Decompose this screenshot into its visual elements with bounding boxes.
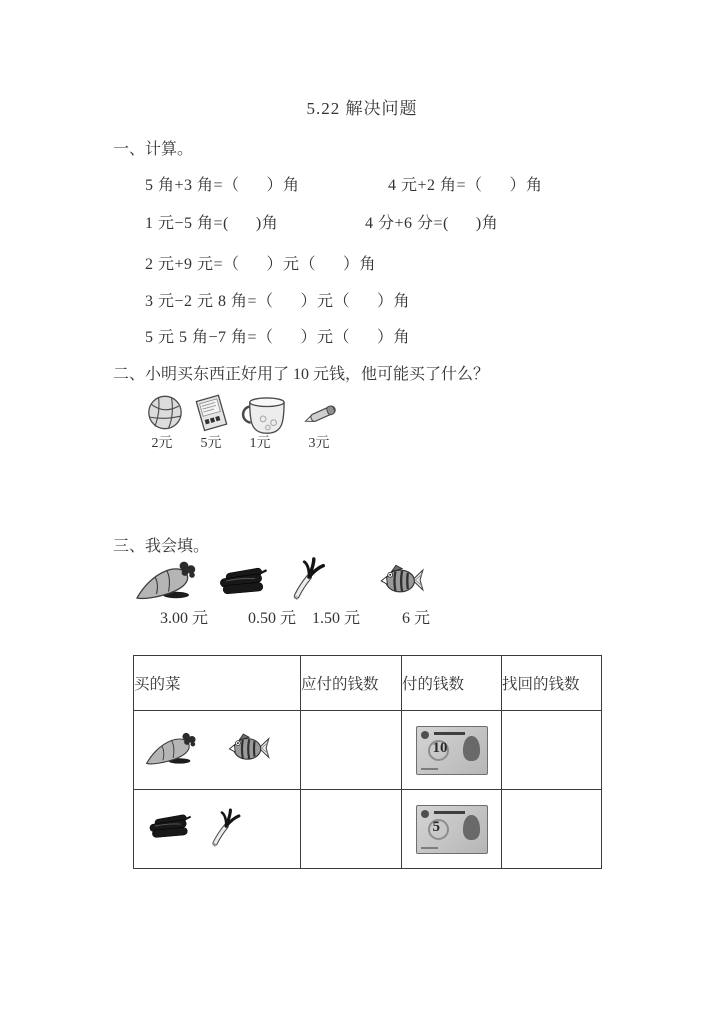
fish-icon [228,731,272,770]
table-row [134,711,602,790]
pen-icon [302,398,344,435]
note-seal-icon [421,731,429,739]
radish-icon [134,557,198,606]
cell-amount-due-row2 [301,790,402,869]
note-serial [421,847,438,849]
price-fish: 6 元 [402,610,431,627]
equation-4: 3 元−2 元 8 角=（ ）元（ ）角 [145,293,411,310]
page-title: 5.22 解决问题 [306,99,418,118]
scallion-icon [210,806,244,853]
equation-2b: 4 分+6 分=( )角 [365,215,499,232]
note-seal-icon [421,810,429,818]
note-denomination: 10 [432,739,448,756]
eggplant-icon [216,565,268,604]
note-portrait [463,736,480,761]
table-row [134,790,602,869]
cell-amount-paid-row1 [402,711,502,790]
cell-change-row1 [502,711,602,790]
section2-heading: 二、小明买东西正好用了 10 元钱，他可能买了什么？ [113,366,490,383]
price-radish: 3.00 元 [160,610,209,627]
cell-goods-row1 [134,711,301,790]
header-change: 找回的钱数 [502,656,602,711]
radish-icon [144,729,198,771]
cell-change-row2 [502,790,602,869]
basketball-icon [146,394,184,436]
price-eggplant: 0.50 元 [248,610,297,627]
cell-amount-due-row1 [301,711,402,790]
table-header-row [134,656,602,711]
price-basketball: 2元 [151,436,173,451]
banknote-10-yuan [416,726,488,775]
note-bank-name [434,811,465,814]
note-bank-name [434,732,465,735]
price-notebook: 5元 [200,436,222,451]
banknote-5-yuan [416,805,488,854]
price-cup: 1元 [249,436,271,451]
eggplant-icon [146,812,192,847]
scallion-icon [291,555,329,606]
equation-3: 2 元+9 元=（ ）元（ ）角 [145,256,377,273]
note-denomination: 5 [432,818,440,835]
header-amount-due: 应付的钱数 [301,656,402,711]
section1-heading: 一、计算。 [113,141,194,158]
equation-2a: 1 元−5 角=( )角 [145,215,279,232]
price-scallion: 1.50 元 [312,610,361,627]
price-pen: 3元 [308,436,330,451]
section3-heading: 三、我会填。 [113,538,210,555]
header-amount-paid: 付的钱数 [402,656,502,711]
cell-amount-paid-row2 [402,790,502,869]
fill-in-table [133,655,602,869]
note-portrait [463,815,480,840]
cell-goods-row2 [134,790,301,869]
header-goods: 买的菜 [134,656,301,711]
equation-1b: 4 元+2 角=（ ）角 [388,177,543,194]
equation-5: 5 元 5 角−7 角=（ ）元（ ）角 [145,329,411,346]
fish-icon [380,562,426,603]
equation-1a: 5 角+3 角=（ ）角 [145,177,300,194]
note-serial [421,768,438,770]
